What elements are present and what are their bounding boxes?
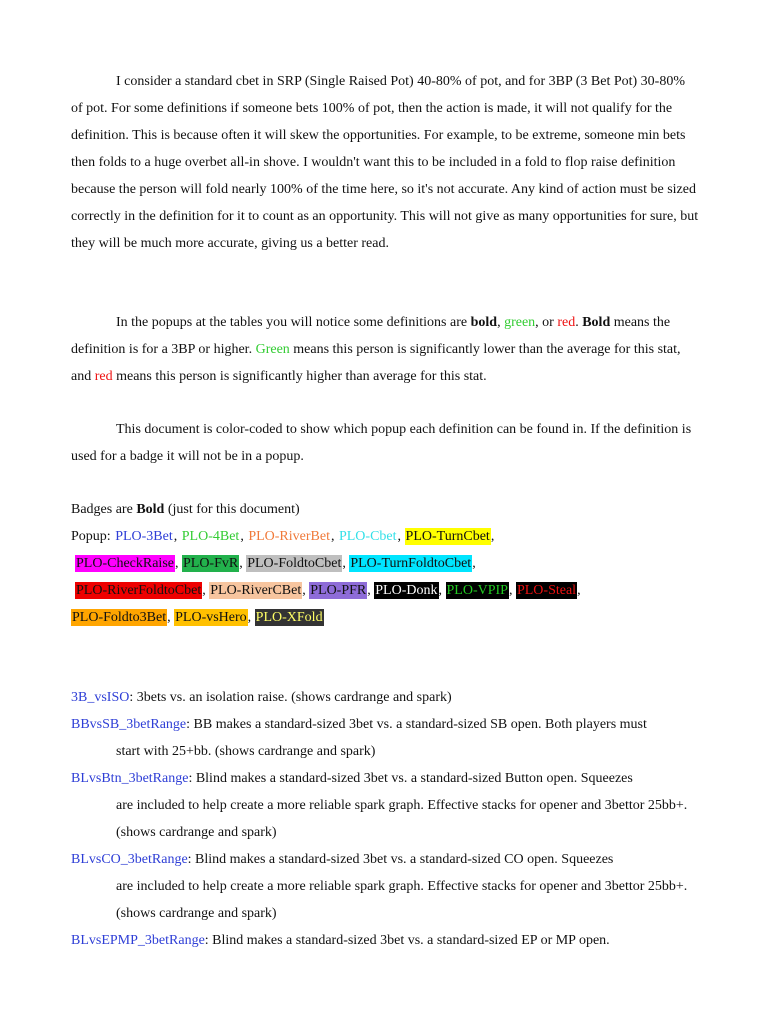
paragraph-color-coded: This document is color-coded to show which popup each definition can be found in. If the definition is used for a badge it will not be in a popup. [71, 422, 692, 464]
definition-text: : Blind makes a standard-sized 3bet vs. a standard-sized Button open. Squeezes [188, 771, 633, 786]
definition-term: BBvsSB_3betRange [71, 717, 187, 732]
paragraph-popup-colors: In the popups at the tables you will notice some definitions are bold, green, or red. Bold means the definition is for a 3BP or higher. Green means this person is significantly lower than the average for this stat, and red means this person is significantly higher than average for this stat. [71, 315, 681, 384]
definition-text: : Blind makes a standard-sized 3bet vs. a standard-sized EP or MP open. [204, 933, 610, 948]
green-word: green [504, 315, 536, 330]
popup-plo-turncbet: PLO-TurnCbet [405, 529, 490, 544]
popup-plo-pfr: PLO-PFR [310, 583, 367, 598]
popup-plo-donk: PLO-Donk [375, 583, 438, 598]
popup-plo-xfold: PLO-XFold [255, 610, 323, 625]
popup-plo-cbet: PLO-Cbet [338, 529, 397, 544]
definition-text: : 3bets vs. an isolation raise. (shows cardrange and spark) [129, 690, 452, 705]
popup-plo-3bet: PLO-3Bet [115, 529, 173, 544]
popup-plo-vshero: PLO-vsHero [175, 610, 247, 625]
definition-entry [71, 846, 701, 927]
popup-row-3: PLO-RiverFoldtoCbet, PLO-RiverCBet, PLO-PFR, PLO-Donk, PLO-VPIP, PLO-Steal, [76, 583, 581, 598]
definition-term: BLvsEPMP_3betRange [71, 933, 205, 948]
definition-entry [71, 684, 701, 711]
popup-label: Popup: [71, 529, 115, 544]
definition-continuation: start with 25+bb. (shows cardrange and spark) [116, 744, 376, 759]
bold-word: bold [470, 315, 498, 330]
popup-row-4: PLO-Foldto3Bet, PLO-vsHero, PLO-XFold [72, 610, 323, 625]
popup-plo-riverbet: PLO-RiverBet [248, 529, 330, 544]
definition-term: BLvsCO_3betRange [71, 852, 188, 867]
definition-continuation: are included to help create a more reliable spark graph. Effective stacks for opener and 3bettor 25bb+. (shows cardrange and spark) [116, 879, 688, 921]
popup-plo-vpip: PLO-VPIP [446, 583, 508, 598]
definition-entry [71, 711, 701, 765]
definition-entry [71, 927, 701, 954]
popup-row-2: PLO-CheckRaise, PLO-FvR, PLO-FoldtoCbet, PLO-TurnFoldtoCbet, [76, 556, 476, 571]
definition-continuation: are included to help create a more reliable spark graph. Effective stacks for opener and 3bettor 25bb+. (shows cardrange and spark) [116, 798, 688, 840]
popup-plo-foldto3bet: PLO-Foldto3Bet [72, 610, 167, 625]
popup-plo-foldtocbet: PLO-FoldtoCbet [247, 556, 342, 571]
definition-text: : BB makes a standard-sized 3bet vs. a standard-sized SB open. Both players must [186, 717, 647, 732]
red-word: red [557, 315, 576, 330]
popup-plo-steal: PLO-Steal [516, 583, 577, 598]
definition-term: BLvsBtn_3betRange [71, 771, 189, 786]
popup-plo-checkraise: PLO-CheckRaise [76, 556, 174, 571]
popup-plo-riverfoldtocbet: PLO-RiverFoldtoCbet [76, 583, 202, 598]
popup-plo-turnfoldtocbet: PLO-TurnFoldtoCbet [350, 556, 472, 571]
paragraph-cbet-definition: I consider a standard cbet in SRP (Single Raised Pot) 40-80% of pot, and for 3BP (3 Bet Pot) 30-80% of pot. For some definitions if someone bets 100% of pot, then the action is made, it will not qualify for the definition. This is because often it will skew the opportunities. For example, to be extreme, someone min bets then folds to a huge overbet all-in shove. I wouldn't want this to be included in a fold to flop raise definition because the person will fold nearly 100% of the time here, so it's not accurate. Any kind of action must be sized correctly in the definition for it to count as an opportunity. This will not give as many opportunities for sure, but they will be much more accurate, giving us a better read. [71, 74, 699, 251]
definition-entry [71, 765, 701, 846]
popup-plo-rivercbet: PLO-RiverCBet [210, 583, 302, 598]
definition-text: : Blind makes a standard-sized 3bet vs. a standard-sized CO open. Squeezes [187, 852, 614, 867]
popup-plo-fvr: PLO-FvR [182, 556, 239, 571]
popup-row-1: Popup: PLO-3Bet, PLO-4Bet, PLO-RiverBet, PLO-Cbet, PLO-TurnCbet, [71, 529, 495, 544]
popup-plo-4bet: PLO-4Bet [181, 529, 240, 544]
badges-line: Badges are Bold (just for this document) [71, 502, 300, 517]
definition-term: 3B_vsISO [71, 690, 130, 705]
